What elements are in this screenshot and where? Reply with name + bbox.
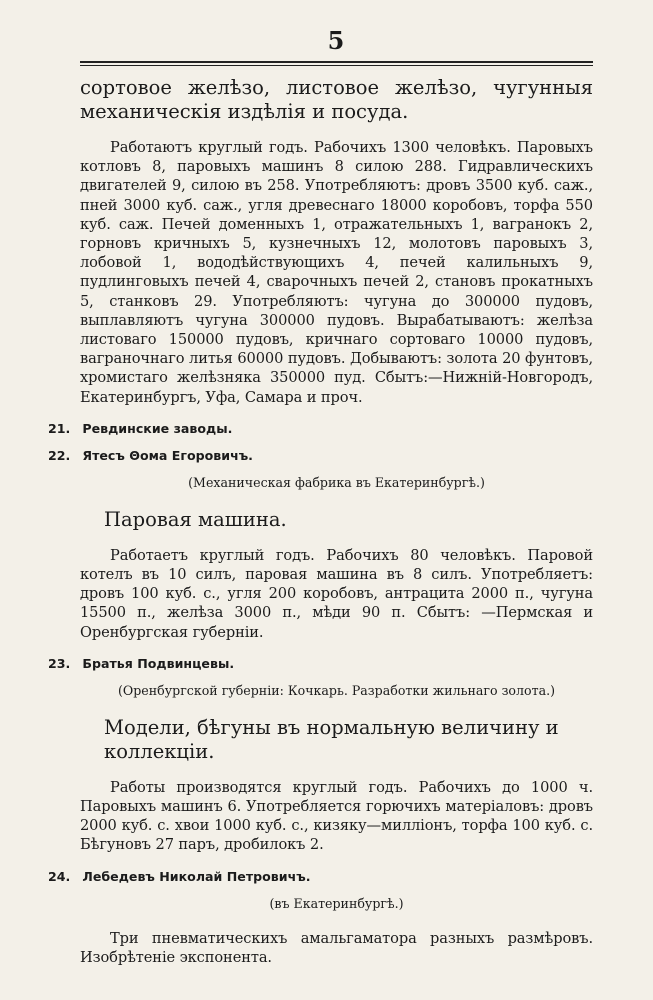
entry-name: Ревдинские заводы. [82, 420, 233, 436]
entry-number: 21. [48, 420, 71, 436]
entry-24-body: Три пневматическихъ амальгаматора разныхъ размѣровъ. Изобрѣтеніе экспонента. [80, 929, 593, 966]
entry-number: 23. [48, 655, 71, 671]
entry-number: 24. [48, 868, 71, 884]
entry-name: Лебедевъ Николай Петровичъ. [82, 868, 311, 884]
intro-body: Работаютъ круглый годъ. Рабочихъ 1300 человѣкъ. Паровыхъ котловъ 8, паровыхъ машинъ 8 силою 288. Гидравлическихъ двигателей 9, силою въ 258. Употребляютъ: дровъ 3500 куб. саж., пней 3000 куб. саж., угля древеснаго 18000 коробовъ, торфа 550 куб. саж. Печей доменныхъ 1, отражательныхъ 1, вагранокъ 2, горновъ кричныхъ 5, кузнечныхъ 12, молотовъ паровыхъ 3, лобовой 1, вододѣйствующихъ 4, печей калильныхъ 9, пудлинговыхъ печей 4, сварочныхъ печей 2, становъ прокатныхъ 5, станковъ 29. Употребляютъ: чугуна до 300000 пудовъ, выплавляютъ чугуна 300000 пудовъ. Вырабатываютъ: желѣза листоваго 150000 пудовъ, кричнаго сортоваго 10000 пудовъ, ваграночнаго литья 60000 пудовъ. Добываютъ: золота 20 фунтовъ, хромистаго желѣзняка 350000 пуд. Сбытъ:—Нижній-Новгородъ, Екатеринбургъ, Уфа, Самара и проч. [80, 139, 593, 406]
entry-23-product: Модели, бѣгуны въ нормальную величину и коллекціи. [104, 715, 559, 763]
entry-21 [48, 421, 561, 436]
header-rule [80, 61, 593, 66]
entry-22 [48, 448, 561, 463]
entry-name: Ятесъ Θома Егоровичъ. [82, 447, 253, 463]
entry-23 [48, 656, 561, 671]
entry-23-body: Работы производятся круглый годъ. Рабочихъ до 1000 ч. Паровыхъ машинъ 6. Употребляется горючихъ матеріаловъ: дровъ 2000 куб. с. хвои 1000 куб. с., кизяку—милліонъ, торфа 100 куб. с. Бѣгуновъ 27 паръ, дробилокъ 2. [80, 778, 593, 854]
entry-22-body: Работаетъ круглый годъ. Рабочихъ 80 человѣкъ. Паровой котелъ въ 10 силъ, паровая машина въ 8 силъ. Употребляетъ: дровъ 100 куб. с., угля 200 коробовъ, антрацита 2000 п., чугуна 15500 п., желѣза 3000 п., мѣди 90 п. Сбытъ: —Пермская и Оренбургская губерніи. [80, 546, 593, 641]
entry-23-location: (Оренбургской губерніи: Кочкарь. Разработки жильнаго золота.) [118, 682, 555, 698]
entry-22-product: Паровая машина. [104, 507, 287, 531]
entry-name: Братья Подвинцевы. [82, 655, 235, 671]
intro-heading: сортовое желѣзо, листовое желѣзо, чугунныя механическія издѣлія и посуда. [80, 76, 593, 123]
entry-number: 22. [48, 447, 71, 463]
page-number: 5 [327, 26, 346, 55]
entry-24-location: (въ Екатеринбургѣ.) [269, 895, 404, 911]
entry-22-location: (Механическая фабрика въ Екатеринбургѣ.) [188, 474, 485, 490]
entry-24 [48, 869, 561, 884]
